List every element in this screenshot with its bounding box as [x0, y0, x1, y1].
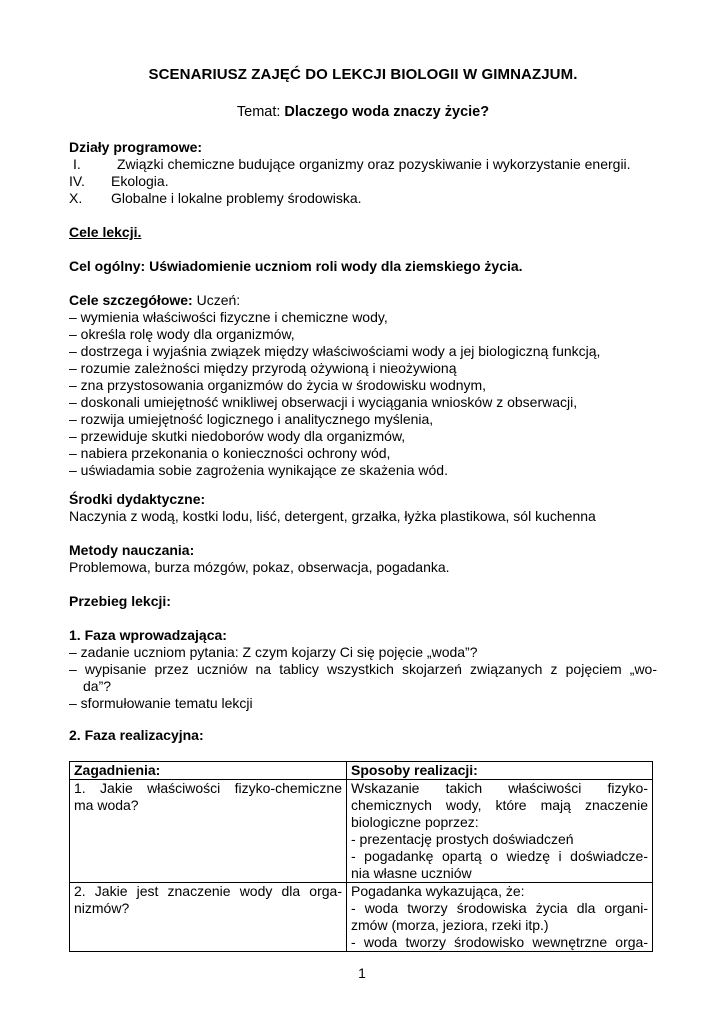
- general-goal: Cel ogólny: Uświadomienie uczniom roli wody dla ziemskiego życia.: [69, 258, 523, 274]
- program-sections: [69, 139, 657, 207]
- program-section-item: I. Związki chemiczne budujące organizmy oraz pozyskiwanie i wykorzystanie energii.: [73, 156, 631, 172]
- introduction-phase-heading: 1. Faza wprowadzająca:: [69, 627, 227, 643]
- specific-goals-heading: Cele szczegółowe:: [69, 292, 193, 308]
- introduction-phase: [69, 627, 657, 712]
- teaching-methods-text: Problemowa, burza mózgów, pokaz, obserwacja, pogadanka.: [69, 559, 450, 575]
- document-title: SCENARIUSZ ZAJĘĆ DO LEKCJI BIOLOGII W GIMNAZJUM.: [148, 66, 578, 83]
- table-cell-method: Wskazanie takich właściwości fizyko- chemicznych wody, które mają znaczenie biologiczne poprzez: - prezentację prostych doświadczeń - pogadankę opartą o wiedzę i doświadcze- nia własne uczniów: [347, 780, 653, 883]
- page-number: 1: [358, 965, 366, 981]
- topic-value: Dlaczego woda znaczy życie?: [284, 104, 490, 120]
- table-cell-topic: 1. Jakie właściwości fizyko-chemiczne ma woda?: [70, 780, 347, 883]
- lesson-topic: [69, 104, 657, 120]
- list-item: – przewiduje skutki niedoborów wody dla organizmów,: [69, 428, 406, 444]
- teaching-aids-text: Naczynia z wodą, kostki lodu, liść, detergent, grzałka, łyżka plastikowa, sól kuchenna: [69, 508, 596, 524]
- list-item: – nabiera przekonania o konieczności ochrony wód,: [69, 445, 391, 461]
- teaching-methods-heading: Metody nauczania:: [69, 542, 195, 558]
- specific-goals-heading-line: Cele szczegółowe: Uczeń:: [69, 292, 241, 308]
- teaching-aids-heading: Środki dydaktyczne:: [69, 491, 206, 507]
- column-header-topics: Zagadnienia:: [70, 762, 347, 780]
- list-item: – rozwija umiejętność logicznego i analitycznego myślenia,: [69, 411, 434, 427]
- list-item-continuation: da”?: [83, 678, 112, 694]
- realization-phase-heading: 2. Faza realizacyjna:: [69, 727, 204, 743]
- lesson-course-heading: Przebieg lekcji:: [69, 593, 171, 609]
- column-header-methods: Sposoby realizacji:: [347, 762, 653, 780]
- list-item: – dostrzega i wyjaśnia związek między właściwościami wody a jej biologiczną funkcją,: [69, 343, 601, 359]
- list-item: – zadanie uczniom pytania: Z czym kojarzy Ci się pojęcie „woda”?: [69, 644, 478, 660]
- specific-goals: [69, 292, 657, 479]
- program-sections-heading: Działy programowe:: [69, 139, 203, 155]
- lesson-goals-heading: Cele lekcji.: [69, 224, 142, 240]
- topic-label: Temat:: [236, 104, 281, 120]
- list-item: – doskonali umiejętność wnikliwej obserwacji i wyciągania wniosków z obserwacji,: [69, 394, 578, 410]
- list-item: – określa rolę wody dla organizmów,: [69, 326, 295, 342]
- list-item: – rozumie zależności między przyrodą ożywioną i nieożywioną: [69, 360, 457, 376]
- list-item: – wypisanie przez uczniów na tablicy wszystkich skojarzeń związanych z pojęciem „wo-: [69, 661, 657, 677]
- list-item: – wymienia właściwości fizyczne i chemiczne wody,: [69, 309, 388, 325]
- list-item: – sformułowanie tematu lekcji: [69, 695, 253, 711]
- table-cell-topic: 2. Jakie jest znaczenie wody dla orga- nizmów?: [70, 883, 347, 952]
- teaching-methods: [69, 542, 657, 576]
- table-row: [70, 883, 653, 952]
- program-section-item: X. Globalne i lokalne problemy środowiska.: [69, 190, 362, 206]
- teaching-aids: [69, 491, 657, 525]
- table-header-row: [70, 762, 653, 780]
- table-row: [70, 780, 653, 883]
- list-item: – zna przystosowania organizmów do życia w środowisku wodnym,: [69, 377, 487, 393]
- realization-table: [69, 761, 653, 952]
- list-item: – uświadamia sobie zagrożenia wynikające ze skażenia wód.: [69, 462, 448, 478]
- program-section-item: IV. Ekologia.: [69, 173, 169, 189]
- table-cell-method: Pogadanka wykazująca, że: - woda tworzy środowiska życia dla organi- zmów (morza, jeziora, rzeki itp.) - woda tworzy środowisko wewnętrzne orga-: [347, 883, 653, 952]
